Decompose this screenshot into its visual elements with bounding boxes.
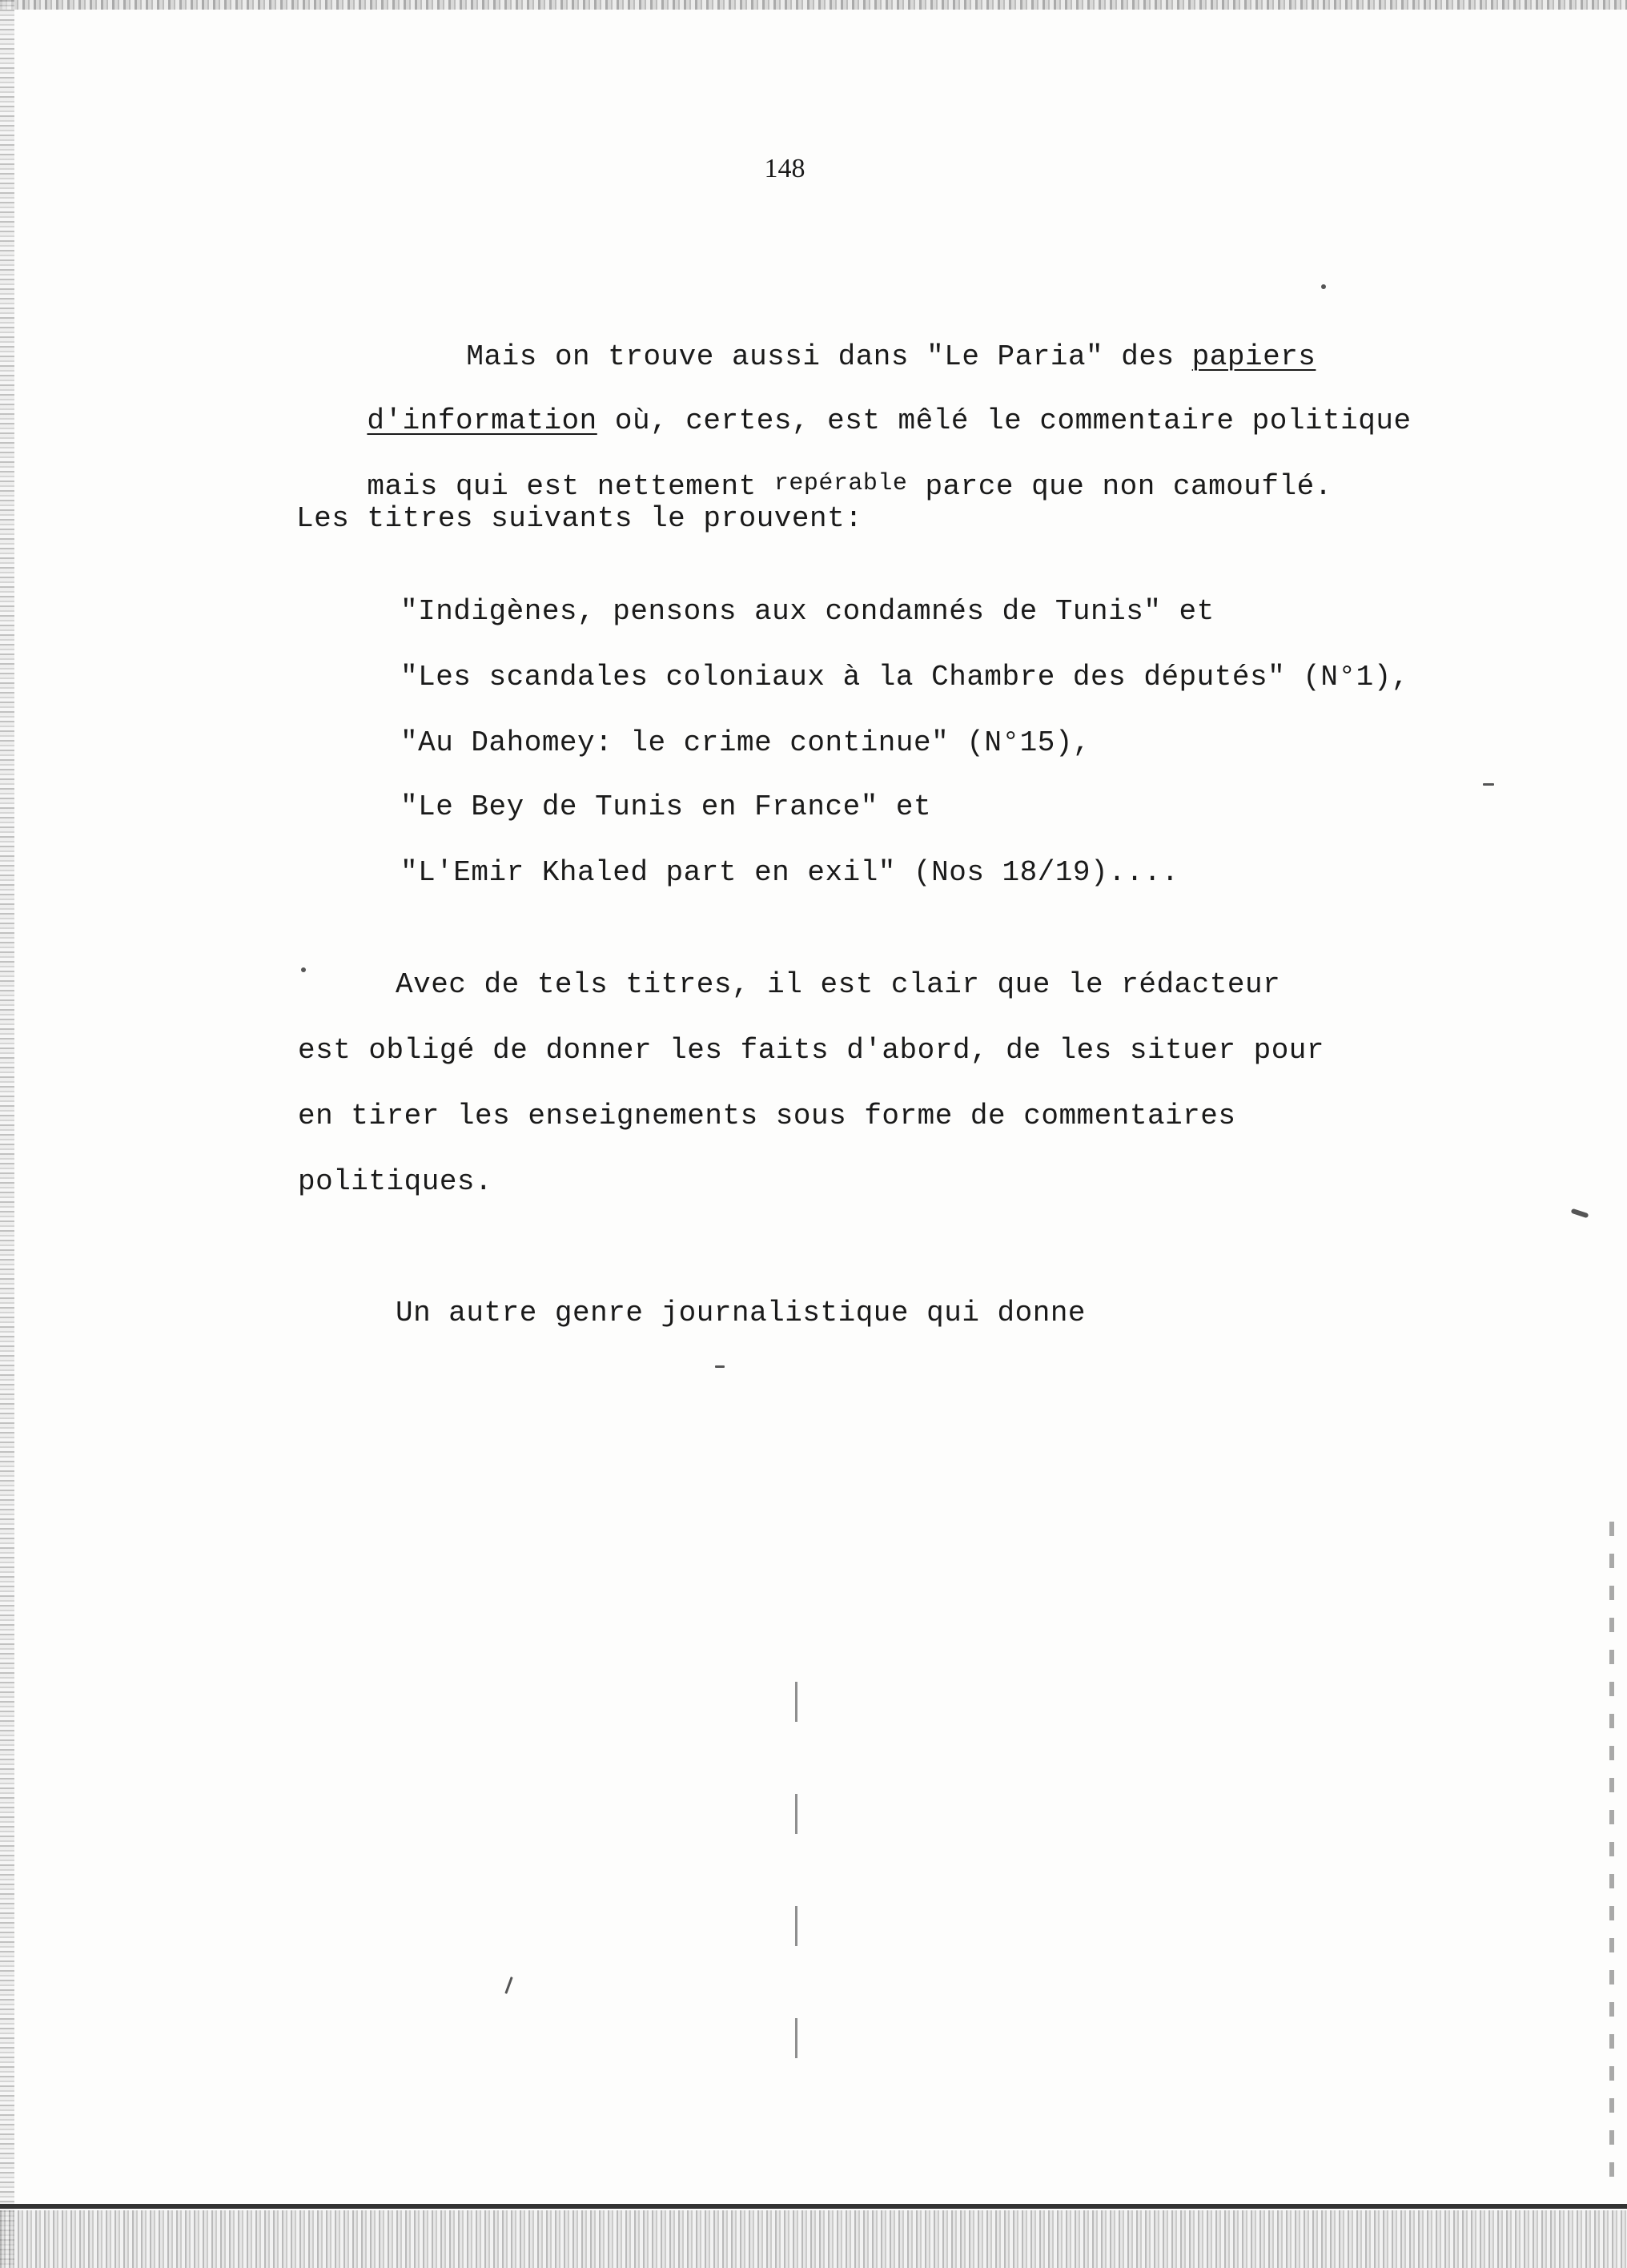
scan-edge-right [1609, 1522, 1614, 2178]
paragraph-2-line-4: politiques. [298, 1165, 493, 1198]
paragraph-1-line-3-text-a: mais qui est nettement [367, 470, 774, 503]
paragraph-1-line-1-text: Mais on trouve aussi dans "Le Paria" des [466, 340, 1192, 373]
scan-speck [1483, 783, 1494, 786]
paragraph-2-line-2: est obligé de donner les faits d'abord, de les situer pour [298, 1034, 1325, 1067]
title-item: "Au Dahomey: le crime continue" (N°15), [400, 726, 1091, 759]
underlined-term-information: d'information [367, 404, 597, 437]
title-item: "Indigènes, pensons aux condamnés de Tunis" et [400, 595, 1215, 628]
scan-edge-bottom [0, 2210, 1627, 2268]
page-number: 148 [764, 154, 805, 183]
title-item: "Les scandales coloniaux à la Chambre des députés" (N°1), [400, 661, 1409, 694]
paragraph-1-line-2-text: où, certes, est mêlé le commentaire politique [597, 404, 1412, 437]
scan-fold-line [795, 1682, 797, 2114]
scan-speck [1321, 284, 1326, 289]
handwritten-correction: repérable [773, 470, 908, 497]
paragraph-1-line-3-text-b: parce que non camouflé. [907, 470, 1332, 503]
scan-edge-left [0, 0, 14, 2268]
paragraph-2-line-3: en tirer les enseignements sous forme de commentaires [298, 1100, 1236, 1132]
paragraph-1-line-4: Les titres suivants le prouvent: [296, 502, 863, 535]
scan-speck [301, 967, 306, 972]
scan-speck [1571, 1208, 1589, 1219]
scan-edge-top [0, 0, 1627, 10]
scan-edge-bottom-line [0, 2204, 1627, 2209]
title-item: "Le Bey de Tunis en France" et [400, 790, 932, 823]
underlined-term-papiers: papiers [1191, 340, 1316, 373]
paragraph-2-line-1: Avec de tels titres, il est clair que le rédacteur [396, 968, 1281, 1001]
scan-speck [504, 1976, 512, 1994]
paragraph-3-line-1: Un autre genre journalistique qui donne [396, 1297, 1087, 1329]
scan-speck [715, 1365, 725, 1368]
title-item: "L'Emir Khaled part en exil" (Nos 18/19).... [400, 856, 1179, 889]
